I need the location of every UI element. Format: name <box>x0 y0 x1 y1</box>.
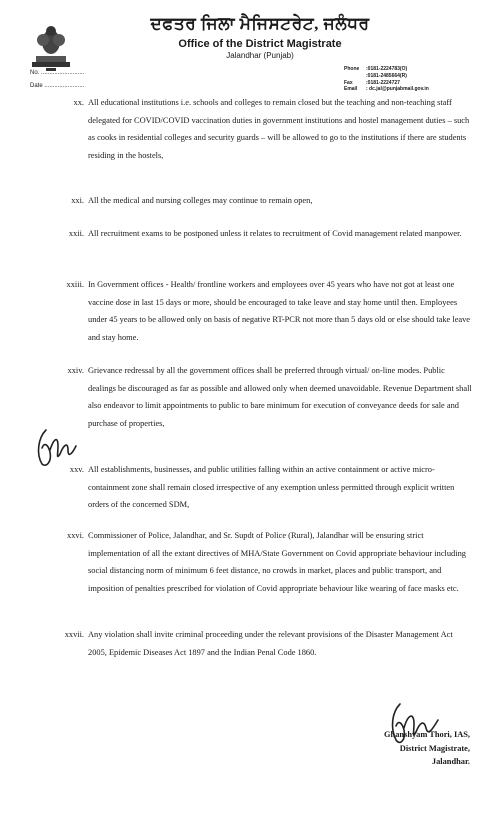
order-item <box>67 527 473 597</box>
item-text: All recruitment exams to be postponed unless it relates to recruitment of Covid management related manpower. <box>88 229 462 238</box>
order-item <box>68 225 473 243</box>
margin-initials-signature <box>32 424 80 470</box>
item-text: Any violation shall invite criminal proceeding under the relevant provisions of the Disaster Management Act 2005, Epidemic Diseases Act 1897 and the Indian Penal Code 1860. <box>88 630 453 657</box>
item-text: All establishments, businesses, and public utilities falling within an active containment or active micro-containment zone shall remain closed irrespective of any exemption unless permitted through explicit written orders of the concerned SDM, <box>88 465 455 509</box>
item-number: xxvii. <box>64 630 84 639</box>
contact-phone-residence: :0181-2485664(R) <box>366 72 407 79</box>
reference-date: Date ........................ <box>30 83 85 89</box>
item-number: xxvi. <box>67 531 84 540</box>
item-text: In Government offices - Health/ frontline workers and employees over 45 years who have not got at least one vaccine dose in last 15 days or more, should be encouraged to take leave and stay home until then. Employees under 45 years to be allowed only on basis of negative RT-PCR not more than 5 days old or else should take leave and stay home. <box>88 280 471 342</box>
order-item <box>66 276 473 346</box>
contact-phone-office: Phone :0181-2224783(O) <box>344 66 408 72</box>
order-item <box>71 192 473 210</box>
item-number: xxii. <box>68 229 84 238</box>
contact-fax: Fax :0181-2224727 <box>344 79 400 86</box>
item-number: xxv. <box>69 465 84 474</box>
item-number: xxiv. <box>67 366 84 375</box>
item-text: Commissioner of Police, Jalandhar, and Sr. Supdt of Police (Rural), Jalandhar will be ensuring strict implementation of all the extant directives of MHA/State Government on Covid appropriate behaviour including social distancing norm of minimum 6 feet distance, no crowds in market, places and public transport, and imposition of penalties prescribed for violation of Covid appropriate behaviour like wearing of face masks etc. <box>88 531 466 593</box>
order-item <box>69 461 473 514</box>
contact-email: Email : dc.jal@punjabmail.gov.in <box>344 86 429 93</box>
government-emblem <box>30 22 72 72</box>
item-number: xxiii. <box>66 280 84 289</box>
signatory-block <box>340 728 470 769</box>
reference-number: No. .......................... <box>30 70 85 76</box>
item-text: Grievance redressal by all the government offices shall be preferred through virtual/ on-line modes. Public dealings be discouraged as far as possible and allowed only when deemed unavoidable. Revenue Department shall also endeavor to limit appointments to public to bare minimum for execution of conveyance deeds for sale and purchase of properties, <box>88 366 472 428</box>
office-title-punjabi: ਦਫਤਰ ਜਿਲਾ ਮੈਜਿਸਟਰੇਟ, ਜਲੰਧਰ <box>150 14 370 33</box>
order-item <box>64 626 473 661</box>
contact-details <box>344 66 429 93</box>
signatory-designation: District Magistrate, <box>399 743 470 753</box>
item-number: xx. <box>73 98 84 107</box>
order-item <box>73 94 473 164</box>
item-number: xxi. <box>71 196 84 205</box>
item-text: All educational institutions i.e. schools and colleges to remain closed but the teaching and non-teaching staff delegated for COVID/COVID vaccination duties in government institutions and hostel management duties – such as cooks in residential colleges and security guards – will be allowed to go to the institutions if there are students residing in the hostels, <box>88 98 470 160</box>
signatory-place: Jalandhar. <box>431 757 470 766</box>
signatory-name: Ghanshyam Thori, IAS, <box>384 730 470 739</box>
office-location: Jalandhar (Punjab) <box>226 51 294 60</box>
office-title-english: Office of the District Magistrate <box>178 38 342 50</box>
order-item <box>67 362 473 432</box>
item-text: All the medical and nursing colleges may continue to remain open, <box>88 196 313 205</box>
